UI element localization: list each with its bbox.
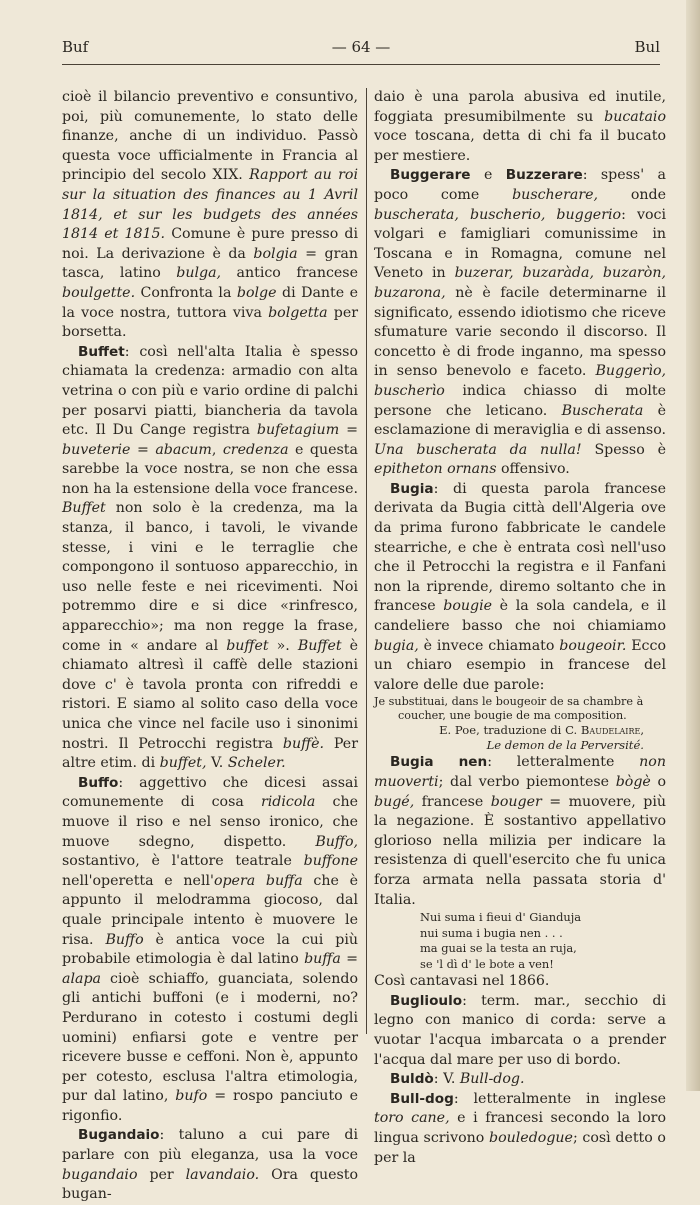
- header-right-guide-word: Bul: [634, 38, 660, 56]
- entry-bugia-nen: Bugia nen: letteralmente non muoverti; dal verbo piemontese bògè o bugé, francese bouger = muovere, più la negazione. È sostantivo appellativo glorioso nella milizia per indicare la resistenza di quell'esercito che fu unica forza armata nella passata storia d' Italia.: [374, 754, 667, 908]
- verse-quotation: Nui suma i fieui d' Gianduja nui suma i bugia nen . . . ma guai se la testa an ruja, se 'l dì d' le bote a ven!: [420, 910, 582, 971]
- entry-bull-dog: Bull-dog: letteralmente in inglese toro cane, e i francesi secondo la loro lingua scrivono bouledogue; così detto o per la: [374, 1090, 666, 1166]
- right-column: [374, 88, 666, 1168]
- entry-buggerare: Buggerare e Buzzerare: spess' a poco come buscherare, onde buscherata, buscherio, buggerio: voci volgari e famigliari comunissime in Toscana e in Romagna, comune nel Veneto in buzerar, buzaràda, buzaròn, buzarona, nè è facile determinarne il significato, essendo idiotismo che riceve sfumature varie secondo il discorso. Il concetto è di frode inganno, ma spesso in senso benevolo e faceto. Buggerìo, buscherìo indica chiasso di molte persone che leticano. Buscherata è esclamazione di meraviglia e di assenso. Una buscherata da nulla! Spesso è epitheton ornans offensivo.: [374, 167, 667, 478]
- entry-bugandaio: Bugandaio: taluno a cui pare di parlare con più eleganza, usa la voce bugandaio per lavandaio. Ora questo bugan-: [62, 1127, 358, 1203]
- headword-buffo: Buffo: [78, 774, 119, 791]
- headword-buldo: Buldò: [390, 1071, 434, 1088]
- book-spine-shadow: [686, 0, 700, 1091]
- headword-buggerare: Buggerare: [390, 167, 471, 184]
- headword-bugia-nen: Bugia nen: [390, 754, 488, 771]
- entry-buffo: Buffo: aggettivo che dicesi assai comunemente di cosa ridicola che muove il riso e nel senso ironico, che muove sdegno, dispetto. Buffo, sostantivo, è l'attore teatrale buffone nell'operetta e nell'opera buffa che è appunto il melodramma giocoso, dal quale principale intento è muovere le risa. Buffo è antica voce la cui più probabile etimologia è dal latino buffa = alapa cioè schiaffo, guanciata, solendo gli antichi buffoni (e i moderni, no? Perdurano in cotesto i costumi degli uomini) enfiarsi gote e ventre per ricevere busse e ceffoni. Non è, appunto per cotesto, esclusa l'altra etimologia, pur dal latino, bufo = rospo panciuto e rigonfio.: [62, 774, 358, 1124]
- quotation-attribution: E. Poe, traduzione di C. Baudelaire, Le demon de la Perversité.: [439, 723, 644, 753]
- left-column: [62, 88, 358, 1205]
- headword-buglioulo: Buglioulo: [390, 992, 463, 1009]
- headword-buffet: Buffet: [78, 343, 125, 360]
- headword-bull-dog: Bull-dog: [390, 1090, 454, 1107]
- entry-continuation-budget: cioè il bilancio preventivo e consuntivo, poi, più comunemente, lo stato delle finanze, anche di un individuo. Passò questa voce ufficialmente in Francia al principio del secolo XIX. Rapport au roi sur la situation des finances au 1 Avril 1814, et sur les budgets des années 1814 et 1815. Comune è pure presso di noi. La derivazione è da bolgia = gran tasca, latino bulga, antico francese boulgette. Confronta la bolge di Dante e la voce nostra, tuttora viva bolgetta per borsetta.: [62, 89, 359, 341]
- running-header: [62, 38, 660, 60]
- page-number: — 64 —: [331, 38, 391, 56]
- column-divider: [366, 88, 367, 1034]
- entry-buglioulo: Buglioulo: term. mar., secchio di legno con manico di corda: serve a vuotar l'acqua imbarcata o a prender l'acqua dal mare per uso di bordo.: [374, 992, 666, 1068]
- verse-note: Così cantavasi nel 1866.: [374, 973, 550, 990]
- headword-bugandaio: Bugandaio: [78, 1127, 160, 1144]
- entry-buldo: Buldò: V. Bull-dog.: [390, 1071, 525, 1088]
- headword-bugia: Bugia: [390, 480, 434, 497]
- entry-buffet: Buffet: così nell'alta Italia è spesso chiamata la credenza: armadio con alta vetrina o con più e vario ordine di palchi per posarvi piatti, biancheria da tavola etc. Il Du Cange registra bufetagium = buveterie = abacum, credenza e questa sarebbe la voce nostra, se non che essa non ha la estensione della voce francese. Buffet non solo è la credenza, ma la stanza, il banco, i tavoli, le vivande stesse, i vini e le terraglie che compongono il sontuoso apparecchio, in uso nelle feste e nei ricevimenti. Noi potremmo dire e si dice «rinfresco, apparecchio»; ma non regge la frase, come in « andare al buffet ». Buffet è chiamato altresì il caffè delle stazioni dove c' è tavola pronta con rifreddi e ristori. E siamo al solito caso della voce unica che vince nel facile uso i sinonimi nostri. Il Petrocchi registra buffè. Per altre etim. di buffet, V. Scheler.: [62, 343, 358, 772]
- french-quotation: Je substituai, dans le bougeoir de sa chambre à coucher, une bougie de ma composition.: [374, 695, 644, 723]
- entry-bugia: Bugia: di questa parola francese derivata da Bugia città dell'Algeria ove da prima furono fabbricate le candele stearriche, e che è entrata così nell'uso che il Petrocchi la registra e il Fanfani non la riprende, diremo soltanto che in francese bougie è la sola candela, e il candeliere basso che noi chiamiamo bugia, è invece chiamato bougeoir. Ecco un chiaro esempio in francese del valore delle due parole:: [374, 480, 666, 693]
- header-rule: [62, 64, 660, 65]
- headword-buzzerare: Buzzerare: [505, 167, 583, 184]
- header-left-guide-word: Buf: [62, 38, 89, 56]
- entry-continuation-bugandaio: daio è una parola abusiva ed inutile, foggiata presumibilmente su bucataio voce toscana, detta di chi fa il bucato per mestiere.: [374, 89, 666, 164]
